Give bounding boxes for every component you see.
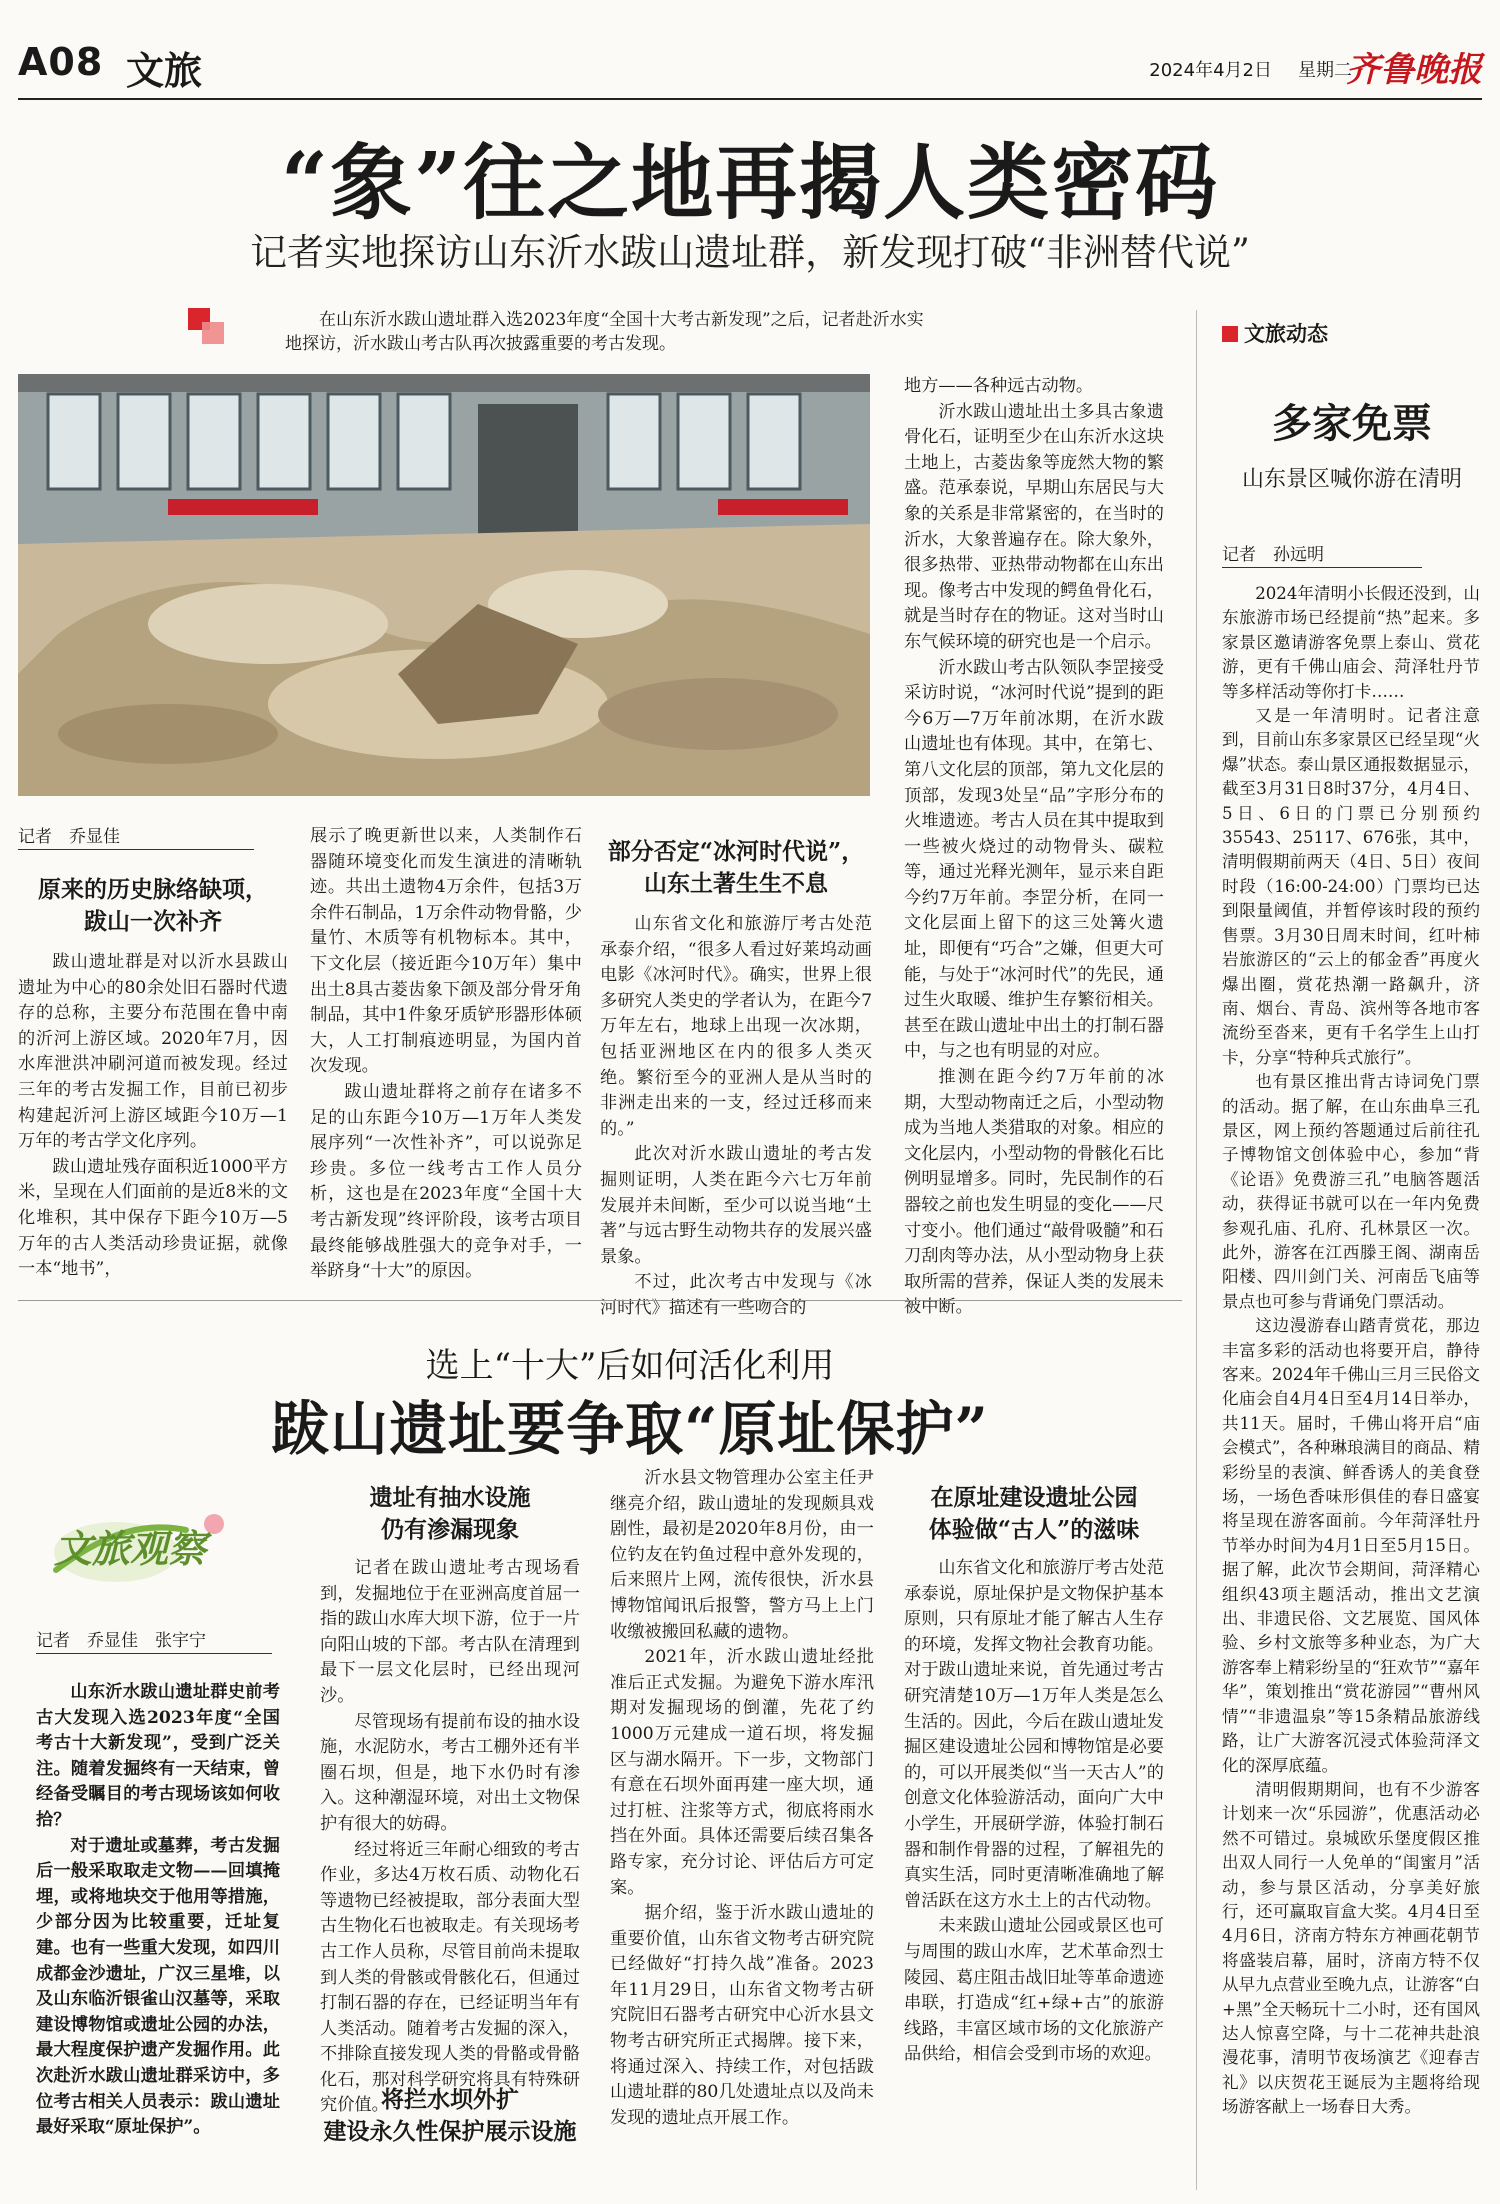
paragraph: 也有景区推出背古诗词免门票的活动。据了解，在山东曲阜三孔景区，网上预约答题通过后前往孔子博物馆文创体验中心，参加“背《论语》免费游三孔”电脑答题活动，获得证书就可以在一年内免费参观孔庙、孔府、孔林景区一次。此外，游客在江西滕王阁、湖南岳阳楼、四川剑门关、河南岳飞庙等景点也可参与背诵免门票活动。 bbox=[1222, 1072, 1480, 1311]
article2-section3-title: 在原址建设遗址公园 体验做“古人”的滋味 bbox=[928, 1484, 1140, 1543]
article1-column1 bbox=[18, 950, 288, 1283]
paragraph: 沂水县文物管理办公室主任尹继亮介绍，跋山遗址的发现颇具戏剧性，最初是2020年8月份，由一位钓友在钓鱼过程中意外发现的，后来照片上网，流传很快，沂水县博物馆闻讯后报警，警方马上上门收缴被搬回私藏的遗物。 bbox=[610, 1468, 874, 1642]
paragraph: 此次对沂水跋山遗址的考古发掘则证明，人类在距今六七万年前发展并未间断，至少可以说当地“土著”与远古野生动物共存的发展兴盛景象。 bbox=[600, 1144, 872, 1267]
article2-kicker: 选上“十大”后如何活化利用 bbox=[425, 1346, 835, 1386]
sidebar-byline: 记者 孙远明 bbox=[1222, 540, 1422, 568]
sidebar-divider bbox=[1196, 310, 1197, 2190]
article2-headline: 跋山遗址要争取“原址保护” bbox=[271, 1395, 989, 1463]
paragraph: 对于遗址或墓葬，考古发掘后一般采取取走文物——回填掩埋，或将地块交于他用等措施，少部分因为比较重要，迁址复建。也有一些重大发现，如四川成都金沙遗址，广汉三星堆，以及山东临沂银雀山汉墓等，采取建设博物馆或遗址公园的办法，最大程度保护遗产发掘作用。此次赴沂水跋山遗址群采访中，多位考古相关人员表示：跋山遗址最好采取“原址保护”。 bbox=[36, 1835, 280, 2138]
paragraph: 跋山遗址群将之前存在诸多不足的山东距今10万—1万年人类发展序列“一次性补齐”，可以说弥足珍贵。多位一线考古工作人员分析，这也是在2023年度“全国十大考古新发现”终评阶段，该考古项目最终能够战胜强大的竞争对手，一举跻身“十大”的原因。 bbox=[310, 1081, 582, 1282]
main-subheadline: 记者实地探访山东沂水跋山遗址群，新发现打破“非洲替代说” bbox=[250, 231, 1250, 274]
paragraph: 据介绍，鉴于沂水跋山遗址的重要价值，山东省文物考古研究院已经做好“打持久战”准备。2023年11月29日，山东省文物考古研究院旧石器考古研究中心沂水县文物考古研究所正式揭牌。接下来，将通过深入、持续工作，对包括跋山遗址群的80几处遗址点以及尚未发现的遗址点开展工作。 bbox=[610, 1903, 874, 2128]
paragraph: 山东省文化和旅游厅考古处范承泰说，原址保护是文物保护基本原则，只有原址才能了解古人生存的环境，发挥文物社会教育功能。对于跋山遗址来说，首先通过考古研究清楚10万—1万年人类是怎么生活的。因此，今后在跋山遗址发掘区建设遗址公园和博物馆是必要的，可以开展类似“当一天古人”的创意文化体验游活动，面向广大中小学生，开展研学游，体验打制石器和制作骨器的过程，了解祖先的真实生活，同时更清晰准确地了解曾活跃在这方水土上的古代动物。 bbox=[904, 1558, 1164, 1911]
paragraph: 2024年清明小长假还没到，山东旅游市场已经提前“热”起来。多家景区邀请游客免票上泰山、赏花游，更有千佛山庙会、菏泽牡丹节等多样活动等你打卡…… bbox=[1222, 584, 1480, 701]
article2-intro bbox=[36, 1680, 280, 2141]
main-headline: “象”往之地再揭人类密码 bbox=[280, 135, 1220, 231]
paragraph: 山东沂水跋山遗址群史前考古大发现入选2023年度“全国考古十大新发现”，受到广泛关注。随着发掘终有一天结束，曾经备受瞩目的考古现场该如何收拾？ bbox=[36, 1682, 280, 1830]
article1-column4 bbox=[904, 374, 1164, 1321]
article2-byline: 记者 乔显佳 张宇宁 bbox=[36, 1626, 272, 1654]
article1-column3 bbox=[600, 912, 872, 1322]
paragraph: 不过，此次考古中发现与《冰河时代》描述有一些吻合的 bbox=[600, 1272, 872, 1318]
wenlv-observation-logo bbox=[46, 1500, 296, 1590]
paragraph: 沂水跋山考古队领队李罡接受采访时说，“冰河时代说”提到的距今6万—7万年前冰期，在沂水跋山遗址也有体现。其中，在第七、第八文化层的顶部，第九文化层的顶部，发现3处呈“品”字形分布的火堆遗迹。考古人员在其中提取到一些被火烧过的动物骨头、碳粒等，通过光释光测年，显示来自距今约7万年前。李罡分析，在同一文化层面上留下的这三处篝火遗址，即便有“巧合”之嫌，但更大可能，与处于“冰河时代”的先民，通过生火取暖、维护生存繁衍相关。甚至在跋山遗址中出土的打制石器中，与之也有明显的对应。 bbox=[904, 657, 1164, 1062]
sidebar-title: 多家免票 bbox=[1272, 400, 1432, 447]
lead-marker-icon bbox=[188, 308, 224, 344]
paragraph: 清明假期期间，也有不少游客计划来一次“乐园游”，优惠活动必然不可错过。泉城欧乐堡度假区推出双人同行一人免单的“闺蜜月”活动，参与景区活动，分享美好旅行，还可赢取盲盒大奖。4月4日至4月6日，济南方特东方神画花朝节将盛装启幕，届时，济南方特不仅从早九点营业至晚九点，让游客“白+黑”全天畅玩十二小时，还有国风达人惊喜空降，与十二花神共赴浪漫花事，清明节夜场演艺《迎春吉礼》以庆贺花王诞辰为主题将给现场游客献上一场春日大秀。 bbox=[1222, 1779, 1480, 2117]
paragraph: 地方——各种远古动物。 bbox=[904, 376, 1094, 396]
article2-column2 bbox=[320, 1556, 580, 2119]
section-name: 文旅 bbox=[126, 48, 203, 93]
section-divider bbox=[18, 1300, 1182, 1301]
paragraph: 又是一年清明时。记者注意到，目前山东多家景区已经呈现“火爆”状态。泰山景区通报数据显示，截至3月31日8时37分，4月4日、5日、6日的门票已分别预约35543、25117、676张，其中，清明假期前两天（4日、5日）夜间时段（16:00-24:00）门票均已达到限量阈值，并暂停该时段的预约售票。3月30日周末时间，红叶柿岩旅游区的“云上的郁金香”再度火爆出圈，赏花热潮一路飙升，济南、烟台、青岛、滨州等各地市客流纷至沓来，更有千名学生上山打卡，分享“特种兵式旅行”。 bbox=[1222, 706, 1480, 1067]
newspaper-logo: 齐鲁晚报 bbox=[1346, 50, 1482, 90]
article2-section2-title: 将拦水坝外扩 建设永久性保护展示设施 bbox=[323, 2086, 577, 2145]
red-square-icon bbox=[1222, 326, 1238, 342]
paragraph: 记者在跋山遗址考古现场看到，发掘地位于在亚洲高度首屈一指的跋山水库大坝下游，位于一片向阳山坡的下部。考古队在清理到最下一层文化层时，已经出现河沙。 bbox=[320, 1558, 580, 1706]
issue-date: 2024年4月2日 bbox=[1149, 60, 1272, 81]
paragraph: 展示了晚更新世以来，人类制作石器随环境变化而发生演进的清晰轨迹。共出土遗物4万余件，包括3万余件石制品，1万余件动物骨骼，少量竹、木质等有机物标本。其中，下文化层（接近距今10万年）集中出土8具古菱齿象下颌及部分骨牙角制品，其中1件象牙质铲形器形体硕大，人工打制痕迹明显，为国内首次发现。 bbox=[310, 826, 582, 1077]
excavation-site-photo bbox=[18, 374, 870, 796]
paragraph: 沂水跋山遗址出土多具古象遗骨化石，证明至少在山东沂水这块土地上，古菱齿象等庞然大物的繁盛。范承泰说，早期山东居民与大象的关系是非常紧密的，在当时的沂水，大象普遍存在。除大象外，很多热带、亚热带动物都在山东出现。像考古中发现的鳄鱼骨化石，就是当时存在的物证。这对当时山东气候环境的研究也是一个启示。 bbox=[904, 401, 1164, 652]
article1-section2-title: 部分否定“冰河时代说”，山东土著生生不息 bbox=[607, 838, 865, 897]
paragraph: 跋山遗址群是对以沂水县跋山遗址为中心的80余处旧石器时代遗存的总称，主要分布范围在鲁中南的沂河上游区域。2020年7月，因水库泄洪冲刷河道而被发现。经过三年的考古发掘工作，目前已初步构建起沂河上游区域距今10万—1万年的考古学文化序列。 bbox=[18, 952, 288, 1152]
paragraph: 山东省文化和旅游厅考古处范承泰介绍，“很多人看过好莱坞动画电影《冰河时代》。确实，世界上很多研究人类史的学者认为，在距今7万年左右，地球上出现一次冰期，包括亚洲地区在内的很多人类灭绝。繁衍至今的亚洲人是从当时的非洲走出来的一支，经过迁移而来的。” bbox=[600, 914, 872, 1139]
article2-column4 bbox=[904, 1556, 1164, 2068]
article2-section1-title: 遗址有抽水设施 仍有渗漏现象 bbox=[369, 1484, 531, 1543]
article1-section1-title: 原来的历史脉络缺项， 跋山一次补齐 bbox=[38, 876, 268, 935]
paragraph: 经过将近三年耐心细致的考古作业，多达4万枚石质、动物化石等遗物已经被提取，部分表面大型古生物化石也被取走。有关现场考古工作人员称，尽管目前尚未提取到人类的骨骸或骨骸化石，但通过打制石器的存在，已经证明当年有人类活动。随着考古发掘的深入，不排除直接发现人类的骨骼或骨骼化石，那对科学研究将具有特殊研究价值。 bbox=[320, 1839, 580, 2116]
article1-column2 bbox=[310, 824, 582, 1285]
article-lead: 在山东沂水跋山遗址群入选2023年度“全国十大考古新发现”之后，记者赴沂水实地探访，沂水跋山考古队再次披露重要的考古发现。 bbox=[285, 310, 924, 354]
sidebar-subtitle: 山东景区喊你游在清明 bbox=[1241, 467, 1462, 492]
wenlv-logo-text: 文旅观察 bbox=[54, 1526, 207, 1571]
sidebar-tag-label: 文旅动态 bbox=[1244, 321, 1328, 346]
paragraph: 2021年，沂水跋山遗址经批准后正式发掘。为避免下游水库汛期对发掘现场的倒灌，先花了约1000万元建成一道石坝，将发掘区与湖水隔开。下一步，文物部门有意在石坝外面再建一座大坝，通过打桩、注浆等方式，彻底将雨水挡在外面。具体还需要后续召集各路专家，充分讨论、评估后方可定案。 bbox=[610, 1647, 874, 1898]
paragraph: 未来跋山遗址公园或景区也可与周围的跋山水库，艺术革命烈士陵园、葛庄阻击战旧址等革命遗迹串联，打造成“红+绿+古”的旅游线路，丰富区域市场的文化旅游产品供给，相信会受到市场的欢迎。 bbox=[904, 1916, 1164, 2065]
paragraph: 尽管现场有提前布设的抽水设施，水泥防水，考古工棚外还有半圈石坝，但是，地下水仍时有渗入。这种潮湿环境，对出土文物保护有很大的妨碍。 bbox=[320, 1711, 580, 1834]
paragraph: 跋山遗址残存面积近1000平方米，呈现在人们面前的是近8米的文化堆积，其中保存下距今10万—5万年的古人类活动珍贵证据，就像一本“地书”， bbox=[18, 1156, 288, 1280]
article2-column3 bbox=[610, 1466, 874, 2131]
sidebar-tag bbox=[1222, 318, 1328, 348]
paragraph: 推测在距今约7万年前的冰期，大型动物南迁之后，小型动物成为当地人类猎取的对象。相应的文化层内，小型动物的骨骸化石比例明显增多。同时，先民制作的石器较之前也发生明显的变化——尺寸变小。他们通过“敲骨吸髓”和石刀刮肉等办法，从小型动物身上获取所需的营养，保证人类的发展未被中断。 bbox=[904, 1067, 1164, 1318]
issue-weekday: 星期二 bbox=[1298, 60, 1352, 81]
article1-byline: 记者 乔显佳 bbox=[18, 822, 254, 850]
sidebar-body bbox=[1222, 582, 1480, 2120]
paragraph: 这边漫游春山踏青赏花，那边丰富多彩的活动也将要开启，静待客来。2024年千佛山三月三民俗文化庙会自4月4日至4月14日举办，共11天。届时，千佛山将开启“庙会模式”，各种琳琅满目的商品、精彩纷呈的表演、鲜香诱人的美食登场，一场色香味形俱佳的春日盛宴将呈现在游客面前。今年菏泽牡丹节举办时间为4月1日至5月15日。据了解，此次节会期间，菏泽精心组织43项主题活动，推出文艺演出、非遗民俗、文艺展览、国风体验、乡村文旅等多种业态，为广大游客奉上精彩纷呈的“狂欢节”“嘉年华”，策划推出“赏花游园”“曹州风情”“非遗温泉”等15条精品旅游线路，让广大游客沉浸式体验菏泽文化的深厚底蕴。 bbox=[1222, 1316, 1480, 1775]
page-number: A08 bbox=[18, 40, 104, 84]
page-header bbox=[18, 34, 1482, 100]
